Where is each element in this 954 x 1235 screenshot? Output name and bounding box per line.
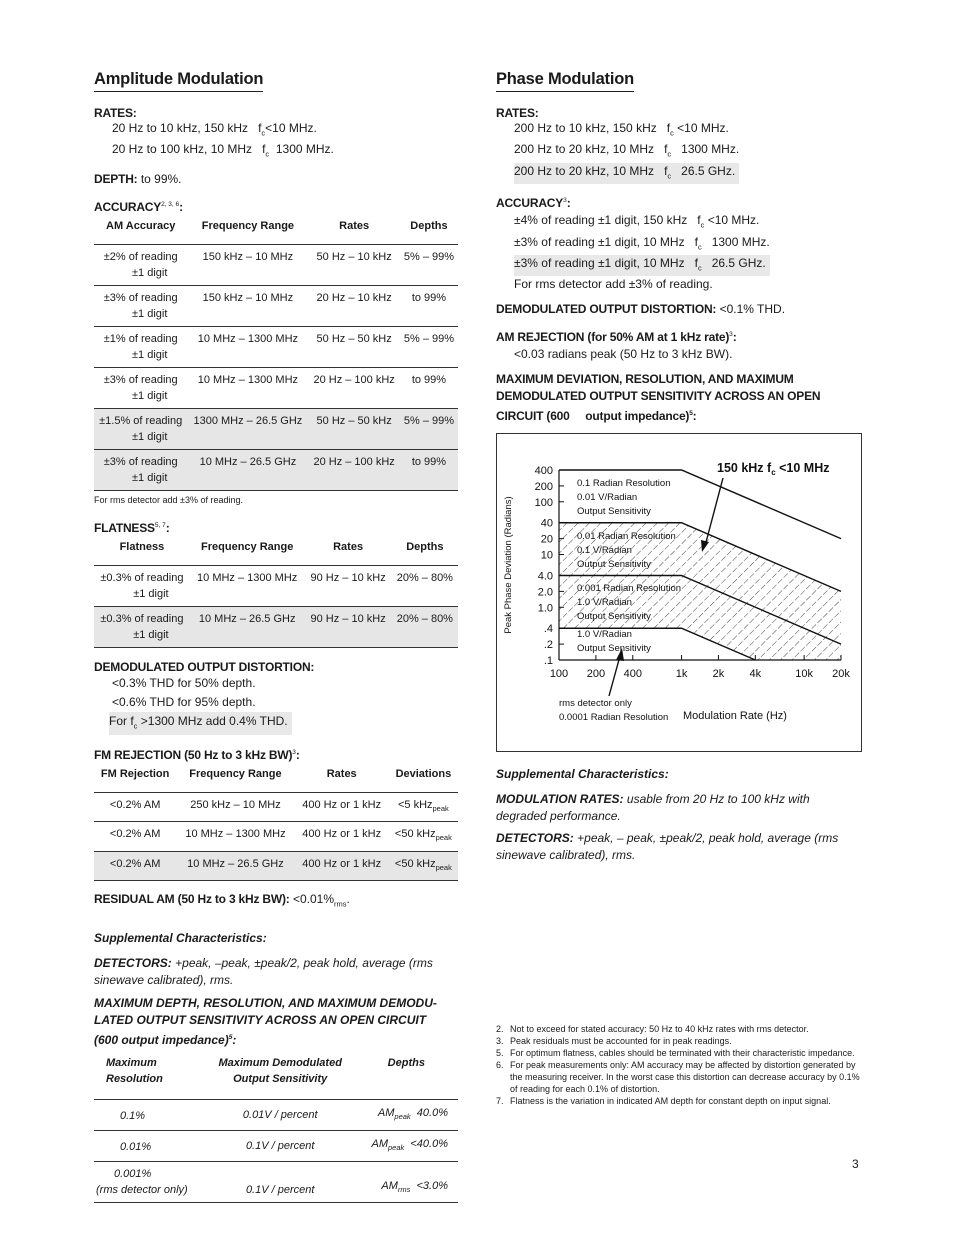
- chart-y-tick-label: 10: [540, 549, 553, 562]
- footnote: 7. Flatness is the variation in indicated AM depth for constant depth on input signal.: [496, 1096, 831, 1106]
- chart-region-label: Output Sensitivity: [577, 506, 651, 518]
- accuracy-cell: 5% – 99%: [400, 326, 458, 367]
- fm-rejection-cell: <5 kHz$_{peak}$: [389, 793, 458, 822]
- pm-accuracy-line: ±4% of reading ±1 digit, 150 kHz $f_c <10$ MHz.: [514, 213, 760, 230]
- chart-y-tick-label: 100: [534, 497, 553, 510]
- accuracy-row: [94, 285, 458, 326]
- maxdepth-cell: 0.01V / percent: [206, 1100, 355, 1131]
- chart-y-tick-label: 40: [540, 518, 553, 531]
- accuracy-header-2: Rates: [308, 216, 400, 245]
- chart-region-label: Output Sensitivity: [577, 643, 651, 655]
- pm-supplemental-label: Supplemental Characteristics:: [496, 767, 669, 782]
- footnote: 6. For peak measurements only: AM accuracy may be affected by distortion generated by the measuring receiver. In the worst case this distortion can decrease accuracy by 0.1% of reading for each 0.1% of distortion.: [496, 1060, 860, 1094]
- fm-rejection-cell: 250 kHz – 10 MHz: [176, 793, 294, 822]
- accuracy-cell: ±2% of reading ±1 digit: [94, 244, 187, 285]
- maxdepth-header-resolution: Maximum Resolution: [94, 1051, 206, 1100]
- fm-rejection-cell: <50 kHz$_{peak}$: [389, 822, 458, 851]
- pm-distortion: DEMODULATED OUTPUT DISTORTION: <0.1% THD.: [496, 302, 786, 317]
- am-flatness-label: FLATNESS$^{5, 7}$:: [94, 520, 170, 535]
- am-distortion-label: DEMODULATED OUTPUT DISTORTION:: [94, 659, 315, 674]
- accuracy-row: [94, 326, 458, 367]
- chart-annotation: 150 kHz $f_c <10$ MHz: [717, 461, 830, 478]
- pm-rates-label: RATES:: [496, 106, 539, 120]
- fm-rejection-cell: 10 MHz – 1300 MHz: [176, 822, 294, 851]
- pm-am-rejection-value: <0.03 radians peak (50 Hz to 3 kHz BW).: [514, 347, 733, 362]
- chart-x-tick-label: 20k: [832, 668, 850, 681]
- accuracy-cell: ±3% of reading ±1 digit: [94, 367, 187, 408]
- pm-modulation-rates: MODULATION RATES: usable from 20 Hz to 100 kHz with degraded performance.: [496, 792, 810, 824]
- chart-x-tick-label: 200: [586, 668, 606, 681]
- am-title: Amplitude Modulation: [94, 70, 263, 92]
- maxdepth-row: [94, 1131, 458, 1162]
- flatness-header-3: Depths: [392, 537, 458, 566]
- chart-region-label: Output Sensitivity: [577, 559, 651, 571]
- chart-y-tick-label: 400: [534, 465, 553, 478]
- accuracy-cell: ±1% of reading ±1 digit: [94, 326, 187, 367]
- chart-region-label: 1.0 V/Radian: [577, 597, 632, 609]
- pm-rates-line: 200 Hz to 20 kHz, 10 MHz $f_c$ 26.5 GHz.: [496, 163, 862, 184]
- fm-rejection-row: [94, 822, 458, 851]
- accuracy-cell: ±1.5% of reading ±1 digit: [94, 408, 187, 449]
- accuracy-cell: 5% – 99%: [400, 408, 458, 449]
- am-accuracy-table: [94, 216, 458, 491]
- am-maxdepth-table: [94, 1051, 458, 1203]
- chart-y-tick-label: 1.0: [537, 602, 553, 615]
- flatness-cell: 90 Hz – 10 kHz: [305, 606, 392, 647]
- chart-region-label: 0.01 Radian Resolution: [577, 531, 676, 543]
- chart-annotation-arrow: [705, 478, 723, 546]
- flatness-header-0: Flatness: [94, 537, 190, 566]
- chart-bottom-note: 0.0001 Radian Resolution: [559, 712, 669, 724]
- chart-y-axis-label: Peak Phase Deviation (Radians): [503, 496, 514, 634]
- flatness-row: [94, 565, 458, 606]
- pm-rates-line: 200 Hz to 20 kHz, 10 MHz $f_c$ 1300 MHz.: [514, 142, 740, 159]
- accuracy-cell: 10 MHz – 26.5 GHz: [187, 449, 308, 490]
- fm-rejection-header-0: FM Rejection: [94, 764, 176, 793]
- accuracy-header-1: Frequency Range: [187, 216, 308, 245]
- am-residual: RESIDUAL AM (50 Hz to 3 kHz BW): $<0.01\%_{rms}$.: [94, 891, 350, 909]
- am-maxdepth-title: MAXIMUM DEPTH, RESOLUTION, AND MAXIMUM DEMODU- LATED OUTPUT SENSITIVITY ACROSS AN OPEN CIRCUIT (600 output impedance)$^5$:: [94, 996, 437, 1048]
- pm-accuracy-line: ±3% of reading ±1 digit, 10 MHz $f_c$ 1300 MHz.: [514, 234, 770, 251]
- fm-rejection-cell: 400 Hz or 1 kHz: [295, 793, 389, 822]
- fm-rejection-row: [94, 851, 458, 880]
- am-distortion-2: <0.6% THD for 95% depth.: [112, 694, 256, 709]
- maxdepth-cell: 0.001% (rms detector only): [94, 1162, 206, 1203]
- footnote: 5. For optimum flatness, cables should be terminated with their characteristic impedance.: [496, 1048, 855, 1058]
- am-accuracy-note: For rms detector add ±3% of reading.: [94, 494, 244, 505]
- chart-x-tick-label: 1k: [675, 668, 688, 681]
- flatness-cell: 20% – 80%: [392, 565, 458, 606]
- fm-rejection-header-1: Frequency Range: [176, 764, 294, 793]
- chart-region-label: Output Sensitivity: [577, 611, 651, 623]
- page-number: 3: [852, 1157, 859, 1171]
- fm-rejection-cell: <50 kHz$_{peak}$: [389, 851, 458, 880]
- pm-am-rejection-label: AM REJECTION (for 50% AM at 1 kHz rate)$^3$:: [496, 330, 737, 345]
- maxdepth-cell: 0.01%: [94, 1131, 206, 1162]
- pm-accuracy-label: ACCURACY$^3$:: [496, 196, 571, 211]
- am-supplemental-label: Supplemental Characteristics:: [94, 931, 267, 946]
- accuracy-row: [94, 244, 458, 285]
- maxdepth-cell: 0.1V / percent: [206, 1131, 355, 1162]
- am-rates-label: RATES:: [94, 106, 137, 120]
- flatness-cell: ±0.3% of reading ±1 digit: [94, 606, 190, 647]
- pm-accuracy-line: ±3% of reading ±1 digit, 10 MHz $f_c$ 26.5 GHz.: [496, 255, 862, 276]
- phase-deviation-chart-svg: [497, 434, 861, 751]
- accuracy-cell: to 99%: [400, 367, 458, 408]
- pm-accuracy-note: For rms detector add ±3% of reading.: [514, 277, 713, 292]
- maxdepth-cell: $AM_{peak}$ 40.0%: [355, 1100, 458, 1131]
- am-rates-line-2: 20 Hz to 100 kHz, 10 MHz $f_c$ 1300 MHz.: [112, 142, 334, 159]
- chart-y-tick-label: 4.0: [537, 570, 553, 583]
- accuracy-header-0: AM Accuracy: [94, 216, 187, 245]
- accuracy-cell: ±3% of reading ±1 digit: [94, 285, 187, 326]
- chart-region-label: 0.1 Radian Resolution: [577, 478, 671, 490]
- accuracy-cell: 10 MHz – 1300 MHz: [187, 367, 308, 408]
- chart-bottom-note: rms detector only: [559, 698, 632, 710]
- accuracy-row: [94, 367, 458, 408]
- accuracy-cell: 20 Hz – 10 kHz: [308, 285, 400, 326]
- maxdepth-cell: $AM_{peak} <40.0\%$: [355, 1131, 458, 1162]
- am-flatness-table: [94, 537, 458, 648]
- flatness-cell: 20% – 80%: [392, 606, 458, 647]
- chart-y-tick-label: .2: [543, 639, 553, 652]
- maxdepth-header-depths: Depths: [355, 1051, 458, 1100]
- accuracy-header-3: Depths: [400, 216, 458, 245]
- chart-region-label: 0.01 V/Radian: [577, 492, 638, 504]
- chart-y-tick-label: 2.0: [537, 586, 553, 599]
- pm-maxdev-title: MAXIMUM DEVIATION, RESOLUTION, AND MAXIMUM DEMODULATED OUTPUT SENSITIVITY ACROSS AN OPEN CIRCUIT (600 output impedance)$^5$:: [496, 372, 821, 424]
- maxdepth-row: [94, 1100, 458, 1131]
- accuracy-cell: 50 Hz – 50 kHz: [308, 408, 400, 449]
- accuracy-cell: 20 Hz – 100 kHz: [308, 449, 400, 490]
- fm-rejection-cell: <0.2% AM: [94, 793, 176, 822]
- accuracy-row: [94, 449, 458, 490]
- flatness-cell: 90 Hz – 10 kHz: [305, 565, 392, 606]
- am-distortion-3: For $f_c >1300$ MHz add 0.4% THD.: [94, 712, 458, 735]
- chart-x-tick-label: 2k: [712, 668, 725, 681]
- chart-x-tick-label: 100: [549, 668, 569, 681]
- fm-rejection-cell: 10 MHz – 26.5 GHz: [176, 851, 294, 880]
- am-detectors: DETECTORS: +peak, –peak, ±peak/2, peak hold, average (rms sinewave calibrated), rms.: [94, 956, 433, 988]
- accuracy-cell: 150 kHz – 10 MHz: [187, 244, 308, 285]
- accuracy-cell: to 99%: [400, 449, 458, 490]
- chart-x-tick-label: 400: [623, 668, 642, 681]
- accuracy-cell: 1300 MHz – 26.5 GHz: [187, 408, 308, 449]
- phase-deviation-chart: [496, 433, 862, 752]
- footnote: 3. Peak residuals must be accounted for in peak readings.: [496, 1036, 732, 1046]
- am-depth: DEPTH: to 99%.: [94, 171, 182, 186]
- fm-rejection-cell: 400 Hz or 1 kHz: [295, 851, 389, 880]
- fm-rejection-cell: <0.2% AM: [94, 851, 176, 880]
- pm-detectors: DETECTORS: +peak, – peak, ±peak/2, peak hold, average (rms sinewave calibrated), rms.: [496, 831, 839, 863]
- maxdepth-row: [94, 1162, 458, 1203]
- am-fm-rejection-label: FM REJECTION (50 Hz to 3 kHz BW)$^3$:: [94, 748, 300, 763]
- flatness-header-2: Rates: [305, 537, 392, 566]
- maxdepth-header-sensitivity: Maximum Demodulated Output Sensitivity: [206, 1051, 355, 1100]
- chart-y-tick-label: .1: [543, 655, 553, 668]
- am-fm-rejection-table: [94, 764, 458, 881]
- accuracy-cell: ±3% of reading ±1 digit: [94, 449, 187, 490]
- flatness-cell: ±0.3% of reading ±1 digit: [94, 565, 190, 606]
- phase-modulation-section: [496, 70, 862, 864]
- accuracy-cell: to 99%: [400, 285, 458, 326]
- accuracy-cell: 10 MHz – 1300 MHz: [187, 326, 308, 367]
- flatness-row: [94, 606, 458, 647]
- chart-region-label: 0.001 Radian Resolution: [577, 583, 682, 595]
- fm-rejection-header-3: Deviations: [389, 764, 458, 793]
- chart-x-axis-label: Modulation Rate (Hz): [683, 710, 787, 723]
- accuracy-cell: 150 kHz – 10 MHz: [187, 285, 308, 326]
- maxdepth-cell: $AM_{rms} <3.0\%$: [355, 1162, 458, 1203]
- am-distortion-1: <0.3% THD for 50% depth.: [112, 675, 256, 690]
- pm-title: Phase Modulation: [496, 70, 634, 92]
- fm-rejection-cell: 400 Hz or 1 kHz: [295, 822, 389, 851]
- flatness-cell: 10 MHz – 26.5 GHz: [190, 606, 305, 647]
- accuracy-cell: 50 Hz – 10 kHz: [308, 244, 400, 285]
- footnote: 2. Not to exceed for stated accuracy: 50 Hz to 40 kHz rates with rms detector.: [496, 1024, 809, 1034]
- am-rates-line-1: 20 Hz to 10 kHz, 150 kHz $f_c<10$ MHz.: [112, 121, 317, 138]
- fm-rejection-header-2: Rates: [295, 764, 389, 793]
- chart-bottom-arrow: [609, 656, 620, 696]
- flatness-header-1: Frequency Range: [190, 537, 305, 566]
- chart-region-label: 1.0 V/Radian: [577, 629, 632, 641]
- chart-y-tick-label: .4: [543, 623, 553, 636]
- accuracy-cell: 20 Hz – 100 kHz: [308, 367, 400, 408]
- chart-y-tick-label: 200: [534, 481, 553, 494]
- chart-x-tick-label: 4k: [749, 668, 762, 681]
- chart-region-label: 0.1 V/Radian: [577, 545, 632, 557]
- flatness-cell: 10 MHz – 1300 MHz: [190, 565, 305, 606]
- footnotes: [496, 1023, 866, 1107]
- fm-rejection-cell: <0.2% AM: [94, 822, 176, 851]
- accuracy-cell: 50 Hz – 50 kHz: [308, 326, 400, 367]
- fm-rejection-row: [94, 793, 458, 822]
- amplitude-modulation-section: [94, 70, 458, 1203]
- pm-rates-line: 200 Hz to 10 kHz, 150 kHz $f_c <10$ MHz.: [514, 121, 729, 138]
- am-accuracy-label: ACCURACY$^{2, 3, 6}$:: [94, 199, 183, 214]
- chart-x-tick-label: 10k: [795, 668, 813, 681]
- chart-y-tick-label: 20: [540, 533, 553, 546]
- maxdepth-cell: 0.1%: [94, 1100, 206, 1131]
- accuracy-cell: 5% – 99%: [400, 244, 458, 285]
- maxdepth-cell: 0.1V / percent: [206, 1162, 355, 1203]
- accuracy-row: [94, 408, 458, 449]
